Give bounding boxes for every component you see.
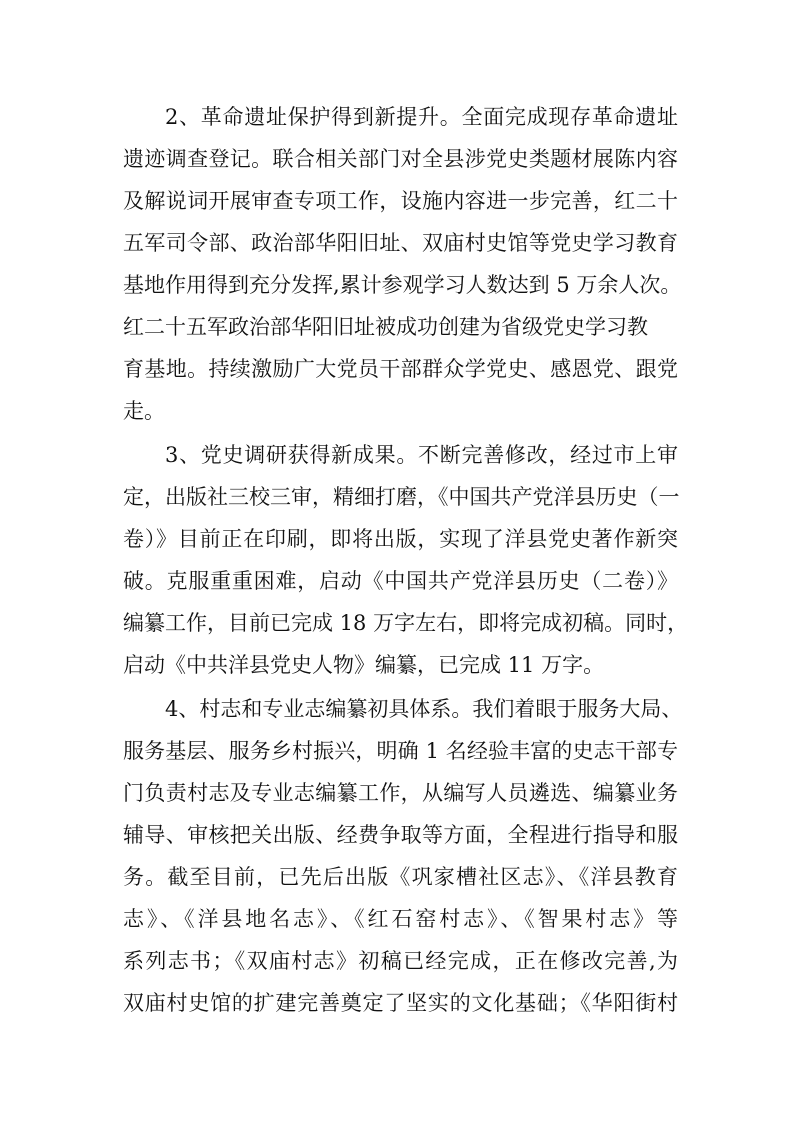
paragraph-line: 定，出版社三校三审，精细打磨，《中国共产党洋县历史（一 [123, 485, 680, 509]
paragraph-line: 志》、《洋县地名志》、《红石窑村志》、《智果村志》等 [123, 907, 678, 931]
paragraph-line: 门负责村志及专业志编纂工作，从编写人员遴选、编纂业务 [123, 781, 678, 805]
paragraph-line: 卷）》目前正在印刷，即将出版，实现了洋县党史著作新突 [123, 527, 678, 551]
paragraph-4 [123, 688, 683, 1024]
paragraph-line: 4、村志和专业志编纂初具体系。我们着眼于服务大局、 [165, 697, 683, 721]
paragraph-line: 3、党史调研获得新成果。不断完善修改，经过市上审 [165, 443, 678, 467]
paragraph-line: 启动《中共洋县党史人物》编纂，已完成 11 万字。 [123, 653, 605, 677]
document-body [123, 96, 689, 1024]
paragraph-line: 系列志书；《双庙村志》初稿已经完成，正在修改完善,为 [123, 949, 678, 973]
paragraph-line: 辅导、审核把关出版、经费争取等方面，全程进行指导和服 [123, 823, 678, 847]
paragraph-line: 双庙村史馆的扩建完善奠定了坚实的文化基础；《华阳街村 [123, 991, 678, 1015]
paragraph-line: 务。截至目前，已先后出版《巩家槽社区志》、《洋县教育 [123, 865, 678, 889]
paragraph-line: 服务基层、服务乡村振兴，明确 1 名经验丰富的史志干部专 [123, 739, 678, 763]
paragraph-line: 育基地。持续激励广大党员干部群众学党史、感恩党、跟党 [123, 357, 678, 381]
paragraph-line: 2、革命遗址保护得到新提升。全面完成现存革命遗址 [165, 105, 678, 129]
paragraph-line: 遗迹调查登记。联合相关部门对全县涉党史类题材展陈内容 [123, 147, 678, 171]
paragraph-line: 编纂工作，目前已完成 18 万字左右，即将完成初稿。同时， [123, 611, 689, 635]
paragraph-line: 及解说词开展审查专项工作，设施内容进一步完善，红二十 [123, 189, 678, 213]
paragraph-2 [123, 96, 682, 432]
paragraph-line: 走。 [123, 399, 165, 423]
paragraph-line: 基地作用得到充分发挥,累计参观学习人数达到 5 万余人次。 [123, 273, 682, 297]
paragraph-line: 破。克服重重困难，启动《中国共产党洋县历史（二卷）》 [123, 569, 678, 593]
paragraph-line: 红二十五军政治部华阳旧址被成功创建为省级党史学习教 [123, 315, 648, 339]
paragraph-3 [123, 434, 689, 686]
paragraph-line: 五军司令部、政治部华阳旧址、双庙村史馆等党史学习教育 [123, 231, 678, 255]
